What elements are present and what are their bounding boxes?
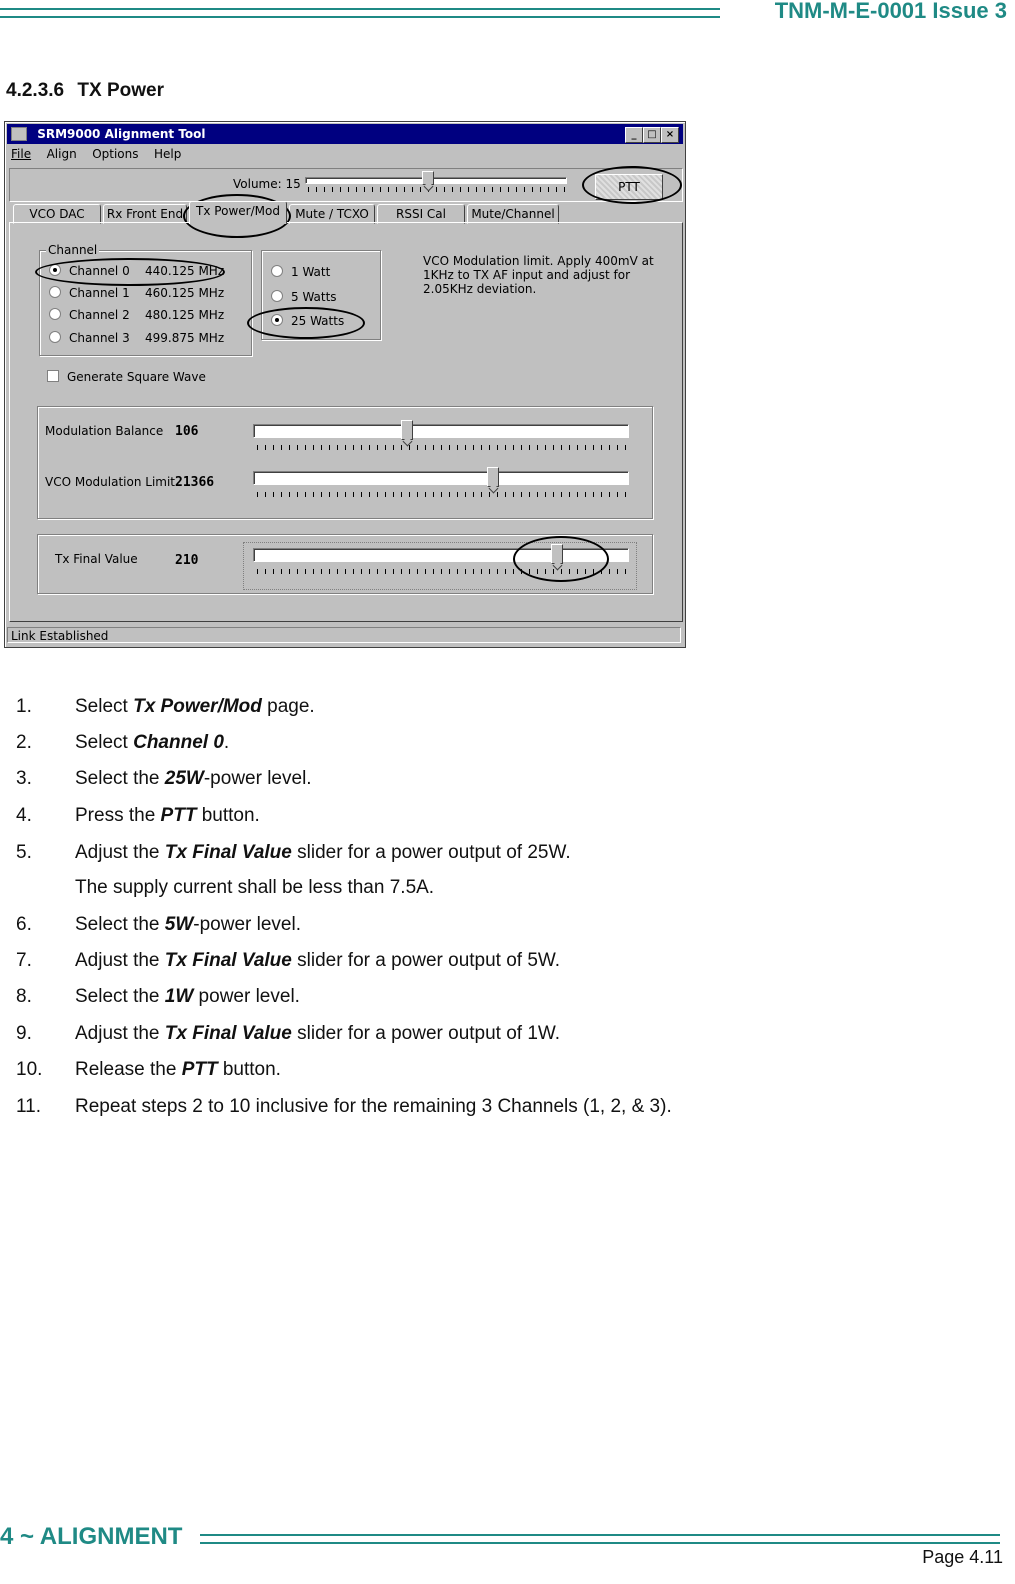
step-text-post: page. <box>261 696 315 717</box>
channel-0-radio[interactable]: Channel 0 440.125 MHz <box>49 264 130 278</box>
step-number: 7. <box>16 950 32 971</box>
radio-icon <box>271 290 283 302</box>
ptt-button[interactable]: PTT <box>595 174 663 200</box>
step-text <box>75 696 315 718</box>
step-text <box>75 732 229 754</box>
volume-slider-ticks <box>308 187 566 192</box>
step-text-pre: Select <box>75 696 134 717</box>
step-text-pre: Adjust the <box>75 950 165 971</box>
step-number: 4. <box>16 805 32 826</box>
step-text-emphasis: 5W <box>164 914 194 935</box>
app-icon <box>11 127 27 141</box>
tab-mute-channel[interactable]: Mute/Channel <box>467 204 559 224</box>
step-text-emphasis: 25W <box>164 768 204 789</box>
square-wave-checkbox[interactable]: Generate Square Wave <box>47 370 206 384</box>
tab-mute-tcxo[interactable]: Mute / TCXO <box>289 204 375 224</box>
step-number: 11. <box>16 1096 42 1117</box>
note-line-1: VCO Modulation limit. Apply 400mV at <box>423 254 654 268</box>
step-text-post: button. <box>217 1059 281 1080</box>
volume-label: Volume: 15 <box>233 177 301 191</box>
step-text <box>75 1023 560 1045</box>
vco-mod-limit-value: 21366 <box>175 475 215 490</box>
volume-slider-thumb[interactable] <box>422 171 434 185</box>
step-text <box>75 805 260 827</box>
step-number: 2. <box>16 732 32 753</box>
window-titlebar <box>7 124 683 144</box>
step-text-post: slider for a power output of 5W. <box>291 950 561 971</box>
step-number: 5. <box>16 842 32 863</box>
channel-2-radio[interactable]: Channel 2 480.125 MHz <box>49 308 130 322</box>
tx-final-label: Tx Final Value <box>55 552 138 566</box>
modulation-balance-thumb[interactable] <box>401 420 413 440</box>
step-number: 9. <box>16 1023 32 1044</box>
highlight-channel-0 <box>35 258 225 286</box>
checkbox-icon <box>47 370 59 382</box>
step-text <box>75 914 301 936</box>
step-text-pre: The supply current shall be less than 7.5A. <box>75 877 435 898</box>
step-text-pre: Adjust the <box>75 842 165 863</box>
tab-rx-front-end[interactable]: Rx Front End <box>103 204 187 224</box>
highlight-tx-final-slider <box>513 536 609 582</box>
step-text-post: button. <box>196 805 260 826</box>
tab-rssi-cal[interactable]: RSSI Cal <box>377 204 465 224</box>
step-text <box>75 877 434 899</box>
volume-slider-track[interactable] <box>305 177 567 184</box>
step-number: 1. <box>16 696 32 717</box>
step-text <box>75 1059 281 1081</box>
footer-chapter: 4 ~ ALIGNMENT <box>0 1523 183 1550</box>
step-number: 6. <box>16 914 32 935</box>
maximize-icon[interactable]: □ <box>643 127 661 143</box>
footer-rule <box>200 1534 1000 1544</box>
step-text <box>75 768 312 790</box>
power-25w-radio[interactable]: 25 Watts <box>271 314 344 328</box>
step-text-post: -power level. <box>193 914 301 935</box>
section-number: 4.2.3.6 <box>6 80 65 101</box>
power-5w-radio[interactable]: 5 Watts <box>271 290 337 304</box>
step-text-pre: Select the <box>75 914 165 935</box>
step-text-pre: Select <box>75 732 134 753</box>
vco-mod-limit-track[interactable] <box>253 471 629 485</box>
document-id: TNM-M-E-0001 Issue 3 <box>774 0 1007 23</box>
tab-tx-power-mod[interactable]: Tx Power/Mod <box>189 201 287 224</box>
step-text-post: slider for a power output of 25W. <box>291 842 571 863</box>
step-text-emphasis: Tx Final Value <box>164 1023 292 1044</box>
step-text <box>75 842 571 864</box>
menu-file[interactable]: File <box>11 147 32 161</box>
step-text-pre: Select the <box>75 986 165 1007</box>
vco-mod-limit-ticks <box>257 492 627 497</box>
step-text <box>75 950 560 972</box>
step-text-pre: Release the <box>75 1059 182 1080</box>
step-text-emphasis: Channel 0 <box>133 732 224 753</box>
step-text-emphasis: PTT <box>181 1059 218 1080</box>
channel-3-radio[interactable]: Channel 3 499.875 MHz <box>49 331 130 345</box>
menu-align[interactable]: Align <box>46 147 77 161</box>
section-title: TX Power <box>77 80 164 101</box>
highlight-ptt <box>582 166 682 204</box>
header-rule <box>0 8 720 18</box>
window-title: SRM9000 Alignment Tool <box>37 127 206 141</box>
vco-mod-limit-label: VCO Modulation Limit <box>45 475 176 489</box>
modulation-balance-track[interactable] <box>253 424 629 438</box>
tx-final-value: 210 <box>175 553 199 568</box>
step-text-post: power level. <box>193 986 300 1007</box>
step-text-emphasis: Tx Final Value <box>164 842 292 863</box>
step-text-pre: Press the <box>75 805 161 826</box>
radio-icon <box>49 286 61 298</box>
power-1w-radio[interactable]: 1 Watt <box>271 265 330 279</box>
step-text-pre: Select the <box>75 768 165 789</box>
modulation-group <box>37 406 653 519</box>
step-text-pre: Repeat steps 2 to 10 inclusive for the remaining 3 Channels (1, 2, & 3). <box>75 1096 672 1117</box>
step-text-post: -power level. <box>203 768 312 789</box>
vco-mod-limit-thumb[interactable] <box>487 467 499 487</box>
minimize-icon[interactable]: _ <box>625 127 643 143</box>
radio-icon <box>271 265 283 277</box>
step-text-emphasis: Tx Power/Mod <box>133 696 262 717</box>
step-text-emphasis: 1W <box>164 986 194 1007</box>
radio-icon <box>49 308 61 320</box>
step-number: 3. <box>16 768 32 789</box>
step-text-emphasis: PTT <box>160 805 197 826</box>
menu-bar <box>11 147 193 165</box>
note-line-2: 1KHz to TX AF input and adjust for <box>423 268 631 282</box>
close-icon[interactable]: × <box>661 127 679 143</box>
step-text-post: . <box>223 732 230 753</box>
step-text-pre: Adjust the <box>75 1023 165 1044</box>
step-number: 10. <box>16 1059 43 1080</box>
step-text <box>75 1096 672 1118</box>
step-text <box>75 986 300 1008</box>
status-bar: Link Established <box>7 627 681 643</box>
channel-group-label: Channel <box>48 243 98 257</box>
channel-1-radio[interactable]: Channel 1 460.125 MHz <box>49 286 130 300</box>
modulation-balance-value: 106 <box>175 424 199 439</box>
menu-options[interactable]: Options <box>92 147 139 161</box>
page-number: Page 4.11 <box>922 1547 1003 1567</box>
section-heading <box>6 80 164 102</box>
note-line-3: 2.05KHz deviation. <box>423 282 537 296</box>
modulation-balance-ticks <box>257 445 627 450</box>
step-text-post: slider for a power output of 1W. <box>291 1023 561 1044</box>
menu-help[interactable]: Help <box>154 147 182 161</box>
tab-vco-dac[interactable]: VCO DAC <box>13 204 101 224</box>
highlight-25w <box>247 307 365 339</box>
modulation-balance-label: Modulation Balance <box>45 424 164 438</box>
radio-icon <box>49 331 61 343</box>
step-number: 8. <box>16 986 32 1007</box>
step-text-emphasis: Tx Final Value <box>164 950 292 971</box>
alignment-tool-window <box>4 121 686 648</box>
